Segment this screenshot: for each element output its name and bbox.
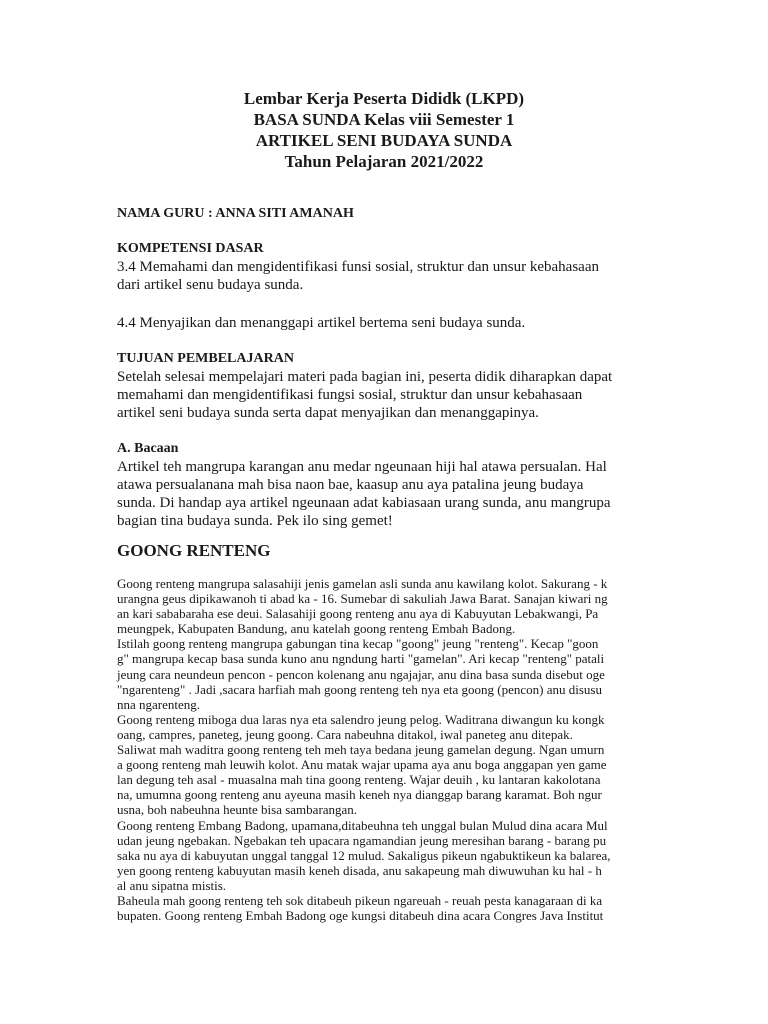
article-line: udan jeung ngebakan. Ngebakan teh upacara ngamandian jeung meresihan barang - barang pu (117, 832, 607, 848)
article-title-section (117, 541, 657, 561)
kompetensi-kd1 (117, 258, 657, 294)
article-line: na, umumna goong renteng anu ayeuna masih keneh nya dianggap barang karamat. Boh ngur (117, 787, 602, 803)
article-line: usna, boh nabeuhna heunte bisa sambarangan. (117, 802, 358, 818)
bacaan-line: bagian tina budaya sunda. Pek ilo sing gemet! (117, 513, 393, 529)
article-line: Baheula mah goong renteng teh sok ditabeuh pikeun ngareuah - reuah pesta kanagaraan di ka (117, 892, 603, 908)
document-title (0, 88, 768, 172)
teacher-name-section (117, 205, 657, 223)
article-line: al anu sipatna mistis. (117, 877, 227, 893)
bacaan-heading: A. Bacaan (117, 441, 179, 456)
bacaan-line: sunda. Di handap aya artikel ngeunaan adat kabiasaan urang sunda, anu mangrupa (117, 495, 611, 511)
article-line: saka nu aya di kabuyutan unggal tanggal 12 mulud. Sakaligus pikeun ngabuktikeun ka balarea, (117, 847, 611, 863)
title-line-2: BASA SUNDA Kelas viii Semester 1 (253, 110, 515, 129)
article-line: Goong renteng miboga dua laras nya eta salendro jeung pelog. Waditrana diwangun ku kongk (117, 711, 605, 727)
tujuan-text (117, 368, 657, 422)
title-line-1: Lembar Kerja Peserta Dididk (LKPD) (243, 89, 525, 108)
bacaan-section (117, 440, 657, 530)
article-line: a goong renteng mah leuwih kolot. Anu matak wajar upama aya anu boga anggapan yen game (117, 757, 607, 773)
article-line: jeung cara neundeun pencon - pencon kolenang anu ngajajar, anu dina basa sunda disebut oge (117, 666, 605, 682)
article-line: an kari sababaraha ese deui. Salasahiji goong renteng anu aya di Kabuyutan Lebakwangi, Pa (117, 606, 599, 622)
article-line: oang, campres, paneteg, jeung goong. Cara nabeuhna ditakol, iwal paneteg anu ditepak. (117, 726, 573, 742)
kd1-line: dari artikel senu budaya sunda. (117, 277, 304, 293)
article-line: lan degung teh asal - muasalna mah tina goong renteng. Wajar deuih , ku lantaran kakolotana (117, 772, 601, 788)
article-text (117, 576, 657, 923)
article-line: urangna geus dipikawanoh ti abad ka - 16. Sumebar di sakuliah Jawa Barat. Sanajan kiwari ng (117, 591, 608, 607)
article-line: g" mangrupa kecap basa sunda kuno anu ngndung harti "gamelan". Ari kecap "renteng" patali (117, 651, 605, 667)
kompetensi-section (117, 240, 657, 294)
tujuan-line: Setelah selesai mempelajari materi pada bagian ini, peserta didik diharapkan dapat (117, 369, 613, 385)
title-line-3: ARTIKEL SENI BUDAYA SUNDA (255, 131, 513, 150)
article-line: meungpek, Kabupaten Bandung, anu katelah goong renteng Embah Badong. (117, 621, 516, 637)
kd2-line: 4.4 Menyajikan dan menanggapi artikel bertema seni budaya sunda. (117, 315, 526, 331)
tujuan-section (117, 350, 657, 422)
article-line: Saliwat mah waditra goong renteng teh meh taya bedana jeung gamelan degung. Ngan umurn (117, 742, 605, 758)
article-line: bupaten. Goong renteng Embah Badong oge kungsi ditabeuh dina acara Congres Java Institut (117, 908, 604, 924)
bacaan-text (117, 458, 657, 530)
tujuan-line: memahami dan mengidentifikasi fungsi sosial, struktur dan unsur kebahasaan (117, 387, 583, 403)
title-line-4: Tahun Pelajaran 2021/2022 (284, 152, 484, 171)
kompetensi-kd2-section (117, 314, 657, 332)
article-body (117, 576, 657, 923)
kompetensi-kd2 (117, 314, 657, 332)
article-line: Goong renteng Embang Badong, upamana,ditabeuhna teh unggal bulan Mulud dina acara Mul (117, 817, 608, 833)
article-line: Goong renteng mangrupa salasahiji jenis gamelan asli sunda anu kawilang kolot. Sakurang - k (117, 576, 608, 591)
tujuan-line: artikel seni budaya sunda serta dapat menyajikan dan menanggapinya. (117, 405, 539, 421)
article-line: Istilah goong renteng mangrupa gabungan tina kecap "goong" jeung "renteng". Kecap "goon (117, 636, 599, 652)
tujuan-heading: TUJUAN PEMBELAJARAN (117, 351, 294, 366)
kompetensi-heading: KOMPETENSI DASAR (117, 241, 264, 256)
article-line: "ngarenteng" . Jadi ,sacara harfiah mah goong renteng teh nya eta goong (pencon) anu disusu (117, 681, 602, 697)
article-line: nna ngarenteng. (117, 696, 201, 712)
article-line: yen goong renteng kabuyutan masih keneh disada, anu sakapeung mah diwuwuhan ku hal - h (117, 862, 602, 878)
bacaan-line: Artikel teh mangrupa karangan anu medar ngeunaan hiji hal atawa persualan. Hal (117, 459, 607, 475)
bacaan-line: atawa persualanana mah bisa naon bae, kaasup anu aya patalina jeung budaya (117, 477, 584, 493)
article-title: GOONG RENTENG (117, 541, 271, 560)
kd1-line: 3.4 Memahami dan mengidentifikasi funsi sosial, struktur dan unsur kebahasaan (117, 259, 599, 275)
teacher-name: NAMA GURU : ANNA SITI AMANAH (117, 206, 354, 221)
